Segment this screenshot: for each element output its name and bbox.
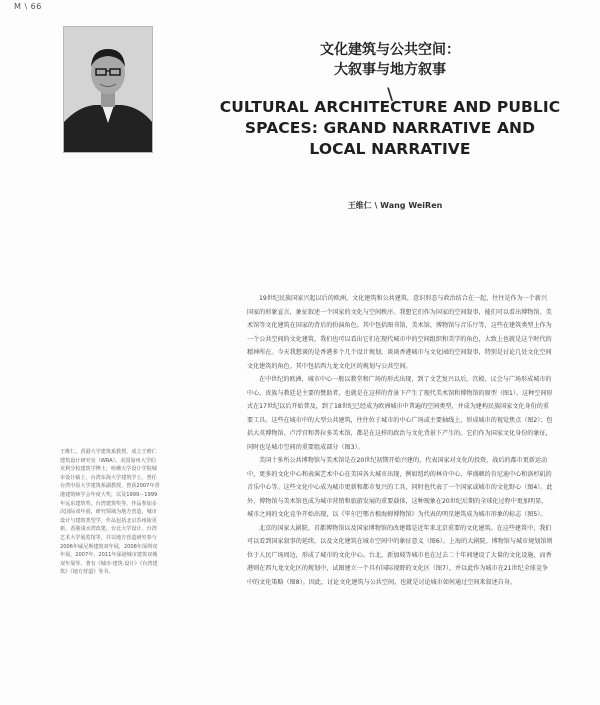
- body-paragraph-4: 北京的国家大剧院、首都博物馆以及国家博物馆的改建都是近年来北京重要的文化建筑。在这些建筑中，我们可以看到国家叙事的延续，以及文化建筑在城市空间中的象征意义（图6）。上海的大剧院、博物馆与城市规划馆则位于人民广场周边，形成了城市的文化中心。台北、新加坡等城市也在过去二十年间建设了大量的文化设施，而香港则在西九龙文化区的规划中，试图建立一个具有国际视野的文化区（图7），并以此作为城市在21世纪全球竞争中的文化策略（图8）。因此，讨论文化建筑与公共空间，也就是讨论城市如何通过空间来叙述自身。: [247, 524, 553, 586]
- author-byline: 王维仁 \ Wang WeiRen: [347, 201, 443, 210]
- chinese-title-line-2: 大叙事与地方叙事: [334, 62, 446, 78]
- title-divider: \: [387, 84, 393, 103]
- english-title-line-1: CULTURAL ARCHITECTURE AND PUBLIC: [219, 98, 561, 116]
- chinese-title: [295, 40, 485, 80]
- english-title: [200, 97, 580, 160]
- article-body: [247, 292, 553, 589]
- author-portrait: [63, 26, 153, 153]
- body-paragraph-2: 在中世纪的欧洲，城市中心一般以教堂和广场的形式出现，到了文艺复兴以后，宫殿、议会与广场形成城市的中心，贵族与教廷是主要的赞助者，也就是在这样的背景下产生了现代美术馆和博物馆的原型（图1）。这种空间形式在17世纪以后开始普及，到了18世纪已经成为欧洲城市中普遍的空间类型，并成为建构民族国家文化身份的重要工具。这些在城市中的大型公共建筑，往往位于城市的中心广场或主要轴线上，形成城市的视觉焦点（图2）；包括大英博物馆、卢浮宫和普拉多美术馆，都是在这样的政治与文化背景下产生的。它们作为国家文化身份的象征，同时也是城市空间的重要组成部分（图3）。: [247, 376, 553, 451]
- chinese-title-line-1: 文化建筑与公共空间：: [320, 42, 460, 58]
- body-paragraph-1: 19世纪民族国家兴起以后的欧洲，文化建筑和公共建筑，意识形态与政治结合在一起，往往是作为一个新兴国家的形象宣言，象征叙述一个国家的文化与空间秩序。我想它们作为国家的空间叙事，能们可以看出博物馆、美术馆等文化建筑在国家的背后的扮演角色。其中包括图书馆、美术馆、博物馆与音乐厅等，这些在建筑类型上作为一个公共空间的文化建筑，我们也可以看出它们在现代城市中的空间组织和美学的角色，大致上也就是这个时代的精神所在。今天我想谈的是香港多个几个设计规划，谈谈香港城市与文化园的空间叙事，特别是讨论几处文化空间文化建筑的角色。其中包括西九龙文化区的规划与公共空间。: [247, 295, 552, 370]
- author-bio: [60, 448, 160, 577]
- page-header: M \ 66: [14, 2, 42, 11]
- english-title-line-3: LOCAL NARRATIVE: [309, 140, 471, 158]
- portrait-image: [64, 27, 152, 152]
- author-bio-text: 王维仁，香港大学建筑系教授，成立王维仁建筑设计研究室（WRA）。美国加州大学伯克利分校建筑学博士，哈佛大学设计学院城市设计硕士，台湾东海大学建筑学士。曾任台湾中原大学建筑系副教授，曾获2007年香港建筑师学会年度大奖，以及1999－1999年远东建筑奖、台湾建筑奖等，作品参加多次国际双年展，研究领域为地方营造、城市设计与建筑类型学，作品包括北京苏州街更新、香港浅水湾改建、台北大学设计、台湾艺术大学展览馆等，并以地方营造研究参与2006年威尼斯建筑双年展，2008年深圳双年展，2007年、2011年深港城市建筑双城双年展等。著有《城市·建筑·设计》《台湾建筑》《地方营造》等书。: [60, 449, 160, 576]
- english-title-line-2: SPACES: GRAND NARRATIVE AND: [244, 119, 536, 137]
- body-paragraph-3: 美国十多所公共博物馆与美术馆是在20世纪初期开始兴建的，代表国家对文化的投资。战后的都市更新运动中，更多的文化中心和表演艺术中心在美国各大城市出现，例如纽约的林肯中心、华盛顿的肯尼迪中心和洛杉矶的音乐中心等。这些文化中心成为城市更新和都市复兴的工具，同时也代表了一个国家或城市的文化野心（图4）。此外，博物馆与美术馆也成为城市营销和旅游发展的重要载体，这种现象在20世纪后期的全球化过程中更加明显，城市之间的文化竞争开始出现，以《毕尔巴鄂古根海姆博物馆》为代表的明星建筑成为城市形象的标志（图5）。: [247, 457, 553, 518]
